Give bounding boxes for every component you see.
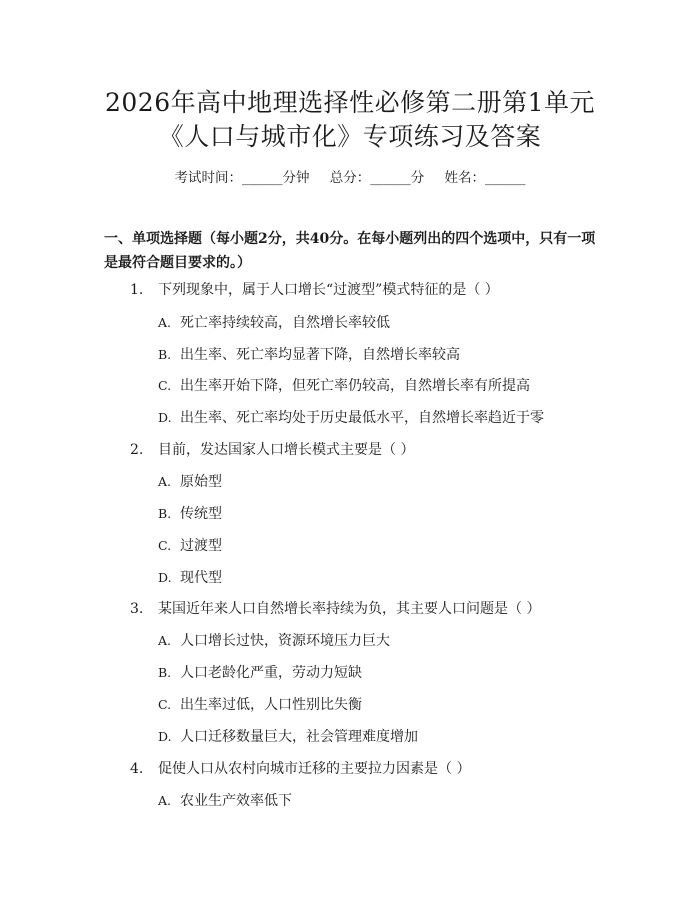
- option-letter: A.: [158, 315, 172, 330]
- question-stem: 促使人口从农村向城市迁移的主要拉力因素是（ ）: [158, 761, 471, 777]
- title-line-1: 2026年高中地理选择性必修第二册第1单元: [104, 88, 596, 117]
- option-text: 过渡型: [180, 538, 222, 554]
- option-text: 人口迁移数量巨大，社会管理难度增加: [180, 729, 418, 745]
- option-text: 农业生产效率低下: [180, 793, 292, 809]
- option-letter: B.: [158, 506, 172, 521]
- option-2d: [158, 568, 598, 588]
- option-letter: A.: [158, 633, 172, 648]
- section-heading-line-2: 是最符合题目要求的。）: [104, 255, 251, 271]
- option-letter: B.: [158, 347, 172, 362]
- question-number: 3.: [130, 601, 144, 617]
- option-letter: C.: [158, 697, 172, 712]
- exam-time: 考试时间：______分钟: [174, 170, 310, 186]
- option-3b: [158, 663, 598, 683]
- question-number: 4.: [130, 761, 144, 777]
- option-1d: [158, 408, 598, 428]
- option-4a: [158, 791, 598, 811]
- option-letter: C.: [158, 538, 172, 553]
- option-text: 原始型: [180, 474, 222, 490]
- option-3c: [158, 695, 598, 715]
- student-name: 姓名：______: [444, 170, 526, 186]
- option-text: 出生率过低，人口性别比失衡: [180, 697, 362, 713]
- question-stem: 下列现象中，属于人口增长“过渡型”模式特征的是（ ）: [158, 282, 499, 298]
- option-letter: C.: [158, 378, 172, 393]
- option-2c: [158, 536, 598, 556]
- option-text: 死亡率持续较高，自然增长率较低: [180, 315, 390, 331]
- question-number: 1.: [130, 282, 144, 298]
- option-text: 人口老龄化严重，劳动力短缺: [180, 665, 362, 681]
- exam-meta: [0, 168, 700, 188]
- question-stem: 某国近年来人口自然增长率持续为负，其主要人口问题是（ ）: [158, 601, 541, 617]
- option-letter: D.: [158, 410, 172, 425]
- question-4: [130, 759, 610, 779]
- question-number: 2.: [130, 442, 144, 458]
- option-letter: D.: [158, 570, 172, 585]
- option-text: 出生率、死亡率均处于历史最低水平，自然增长率趋近于零: [180, 410, 544, 426]
- option-3d: [158, 727, 598, 747]
- option-text: 人口增长过快，资源环境压力巨大: [180, 633, 390, 649]
- question-stem: 目前，发达国家人口增长模式主要是（ ）: [158, 442, 415, 458]
- option-text: 传统型: [180, 506, 222, 522]
- option-3a: [158, 631, 598, 651]
- total-score: 总分：______分: [329, 170, 425, 186]
- option-letter: B.: [158, 665, 172, 680]
- option-text: 现代型: [180, 570, 222, 586]
- option-letter: A.: [158, 474, 172, 489]
- question-2: [130, 440, 610, 460]
- option-text: 出生率、死亡率均显著下降，自然增长率较高: [180, 347, 460, 363]
- question-1: [130, 280, 610, 300]
- question-3: [130, 599, 610, 619]
- option-1c: [158, 376, 598, 396]
- option-1b: [158, 345, 598, 365]
- option-1a: [158, 313, 598, 333]
- option-2b: [158, 504, 598, 524]
- section-heading-line-1: 一、单项选择题（每小题2分，共40分。在每小题列出的四个选项中，只有一项: [104, 231, 596, 247]
- title-line-2: 《人口与城市化》专项练习及答案: [158, 122, 542, 151]
- option-2a: [158, 472, 598, 492]
- option-text: 出生率开始下降，但死亡率仍较高，自然增长率有所提高: [180, 378, 530, 394]
- option-letter: A.: [158, 793, 172, 808]
- option-letter: D.: [158, 729, 172, 744]
